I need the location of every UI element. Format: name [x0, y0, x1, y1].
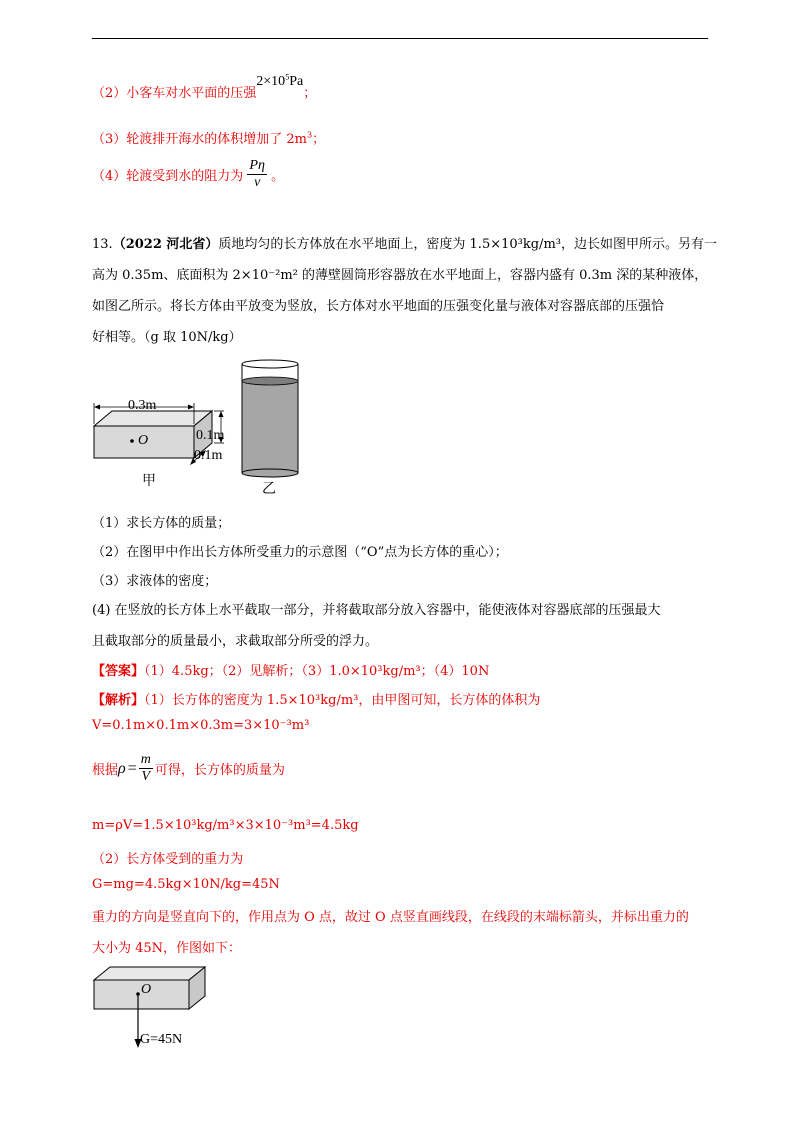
prev-answer-4-label: （4）轮渡受到水的阻力为	[92, 169, 244, 184]
prev-answer-4-fraction	[247, 158, 267, 191]
subquestion-2: （2）在图甲中作出长方体所受重力的示意图（“O”点为长方体的重心）；	[92, 545, 508, 560]
density-fraction-denominator: V	[141, 769, 151, 784]
answer-line	[92, 660, 489, 679]
analysis-line-3-pre: 根据	[92, 763, 119, 778]
header-rule	[92, 38, 708, 39]
prev-answer-2-unit: Pa	[289, 74, 304, 89]
answer-label: 【答案】	[92, 664, 145, 679]
analysis-line-2: V=0.1m×0.1m×0.3m=3×10⁻³m³	[92, 718, 310, 733]
prev-answer-4-denominator: v	[254, 175, 261, 190]
prev-answer-3-exp: 3	[307, 130, 313, 140]
analysis-line-4: m=ρV=1.5×10³kg/m³×3×10⁻³m³=4.5kg	[92, 818, 359, 833]
question-number: 13.	[92, 237, 113, 252]
question-line-2: 高为 0.35m、底面积为 2×10⁻²m² 的薄壁圆筒形容器放在水平地面上，容器内盛有 0.3m 深的某种液体，	[92, 268, 708, 283]
analysis-label: 【解析】	[92, 693, 145, 708]
label-width: 0.1m	[194, 448, 223, 463]
analysis-line-1-text: （1）长方体的密度为 1.5×10³kg/m³，由甲图可知，长方体的体积为	[144, 693, 541, 708]
question-line-1-text: 质地均匀的长方体放在水平地面上，密度为 1.5×10³kg/m³，边长如图甲所示。另有一	[218, 237, 717, 252]
analysis-line-3-post: 可得，长方体的质量为	[154, 763, 285, 778]
subquestion-4-line-2: 且截取部分的质量最小，求截取部分所受的浮力。	[92, 634, 379, 649]
answer-text: （1）4.5kg；（2）见解析；（3）1.0×10³kg/m³；（4）10N	[144, 664, 490, 679]
figure-box-and-cylinder	[80, 358, 320, 490]
prev-answer-2-exp: 5	[285, 72, 290, 82]
prev-answer-4-end: 。	[271, 169, 285, 184]
question-line-4: 好相等。（g 取 10N/kg）	[92, 330, 242, 345]
gravity-force-label: G=45N	[140, 1032, 183, 1047]
label-center-o: O	[138, 433, 149, 448]
prev-answer-3	[92, 128, 325, 147]
caption-jia: 甲	[142, 473, 156, 489]
prev-answer-2-label: （2）小客车对水平面的压强	[92, 86, 257, 101]
analysis-line-6: G=mg=4.5kg×10N/kg=45N	[92, 877, 280, 892]
prev-answer-3-end: ；	[312, 132, 326, 147]
analysis-line-1	[92, 689, 540, 708]
prev-answer-4	[92, 158, 284, 191]
prev-answer-4-numerator: Pη	[249, 158, 265, 173]
subquestion-1: （1）求长方体的质量；	[92, 516, 231, 531]
analysis-line-3	[92, 752, 285, 785]
prev-answer-2-end: ；	[303, 86, 317, 101]
subquestion-3: （3）求液体的密度；	[92, 574, 218, 589]
prev-answer-3-text: （3）轮渡排开海水的体积增加了 2m	[92, 132, 308, 147]
analysis-line-7: 重力的方向是竖直向下的，作用点为 O 点，故过 O 点竖直画线段，在线段的末端标箭头，并标出重力的	[92, 910, 689, 925]
question-line-3: 如图乙所示。将长方体由平放变为竖放，长方体对水平地面的压强变化量与液体对容器底部的压强恰	[92, 299, 665, 314]
subquestion-4-line-1: (4) 在竖放的长方体上水平截取一部分，并将截取部分放入容器中，能使液体对容器底部的压强最大	[92, 603, 661, 618]
density-fraction-numerator: m	[140, 752, 151, 767]
caption-yi: 乙	[262, 481, 276, 497]
question-line-1	[92, 233, 717, 252]
label-height: 0.1m	[196, 428, 225, 443]
label-length: 0.3m	[128, 398, 157, 413]
gravity-center-o: O	[141, 982, 152, 997]
cylinder-figure	[242, 360, 298, 477]
prev-answer-2-value: 2×10	[256, 74, 286, 89]
analysis-line-5: （2）长方体受到的重力为	[92, 852, 244, 867]
rho-symbol: ρ	[118, 759, 126, 777]
equals-sign: =	[127, 759, 137, 777]
analysis-line-8: 大小为 45N，作图如下：	[92, 941, 242, 956]
question-source: （2022 河北省）	[112, 237, 219, 252]
density-fraction	[139, 752, 153, 785]
